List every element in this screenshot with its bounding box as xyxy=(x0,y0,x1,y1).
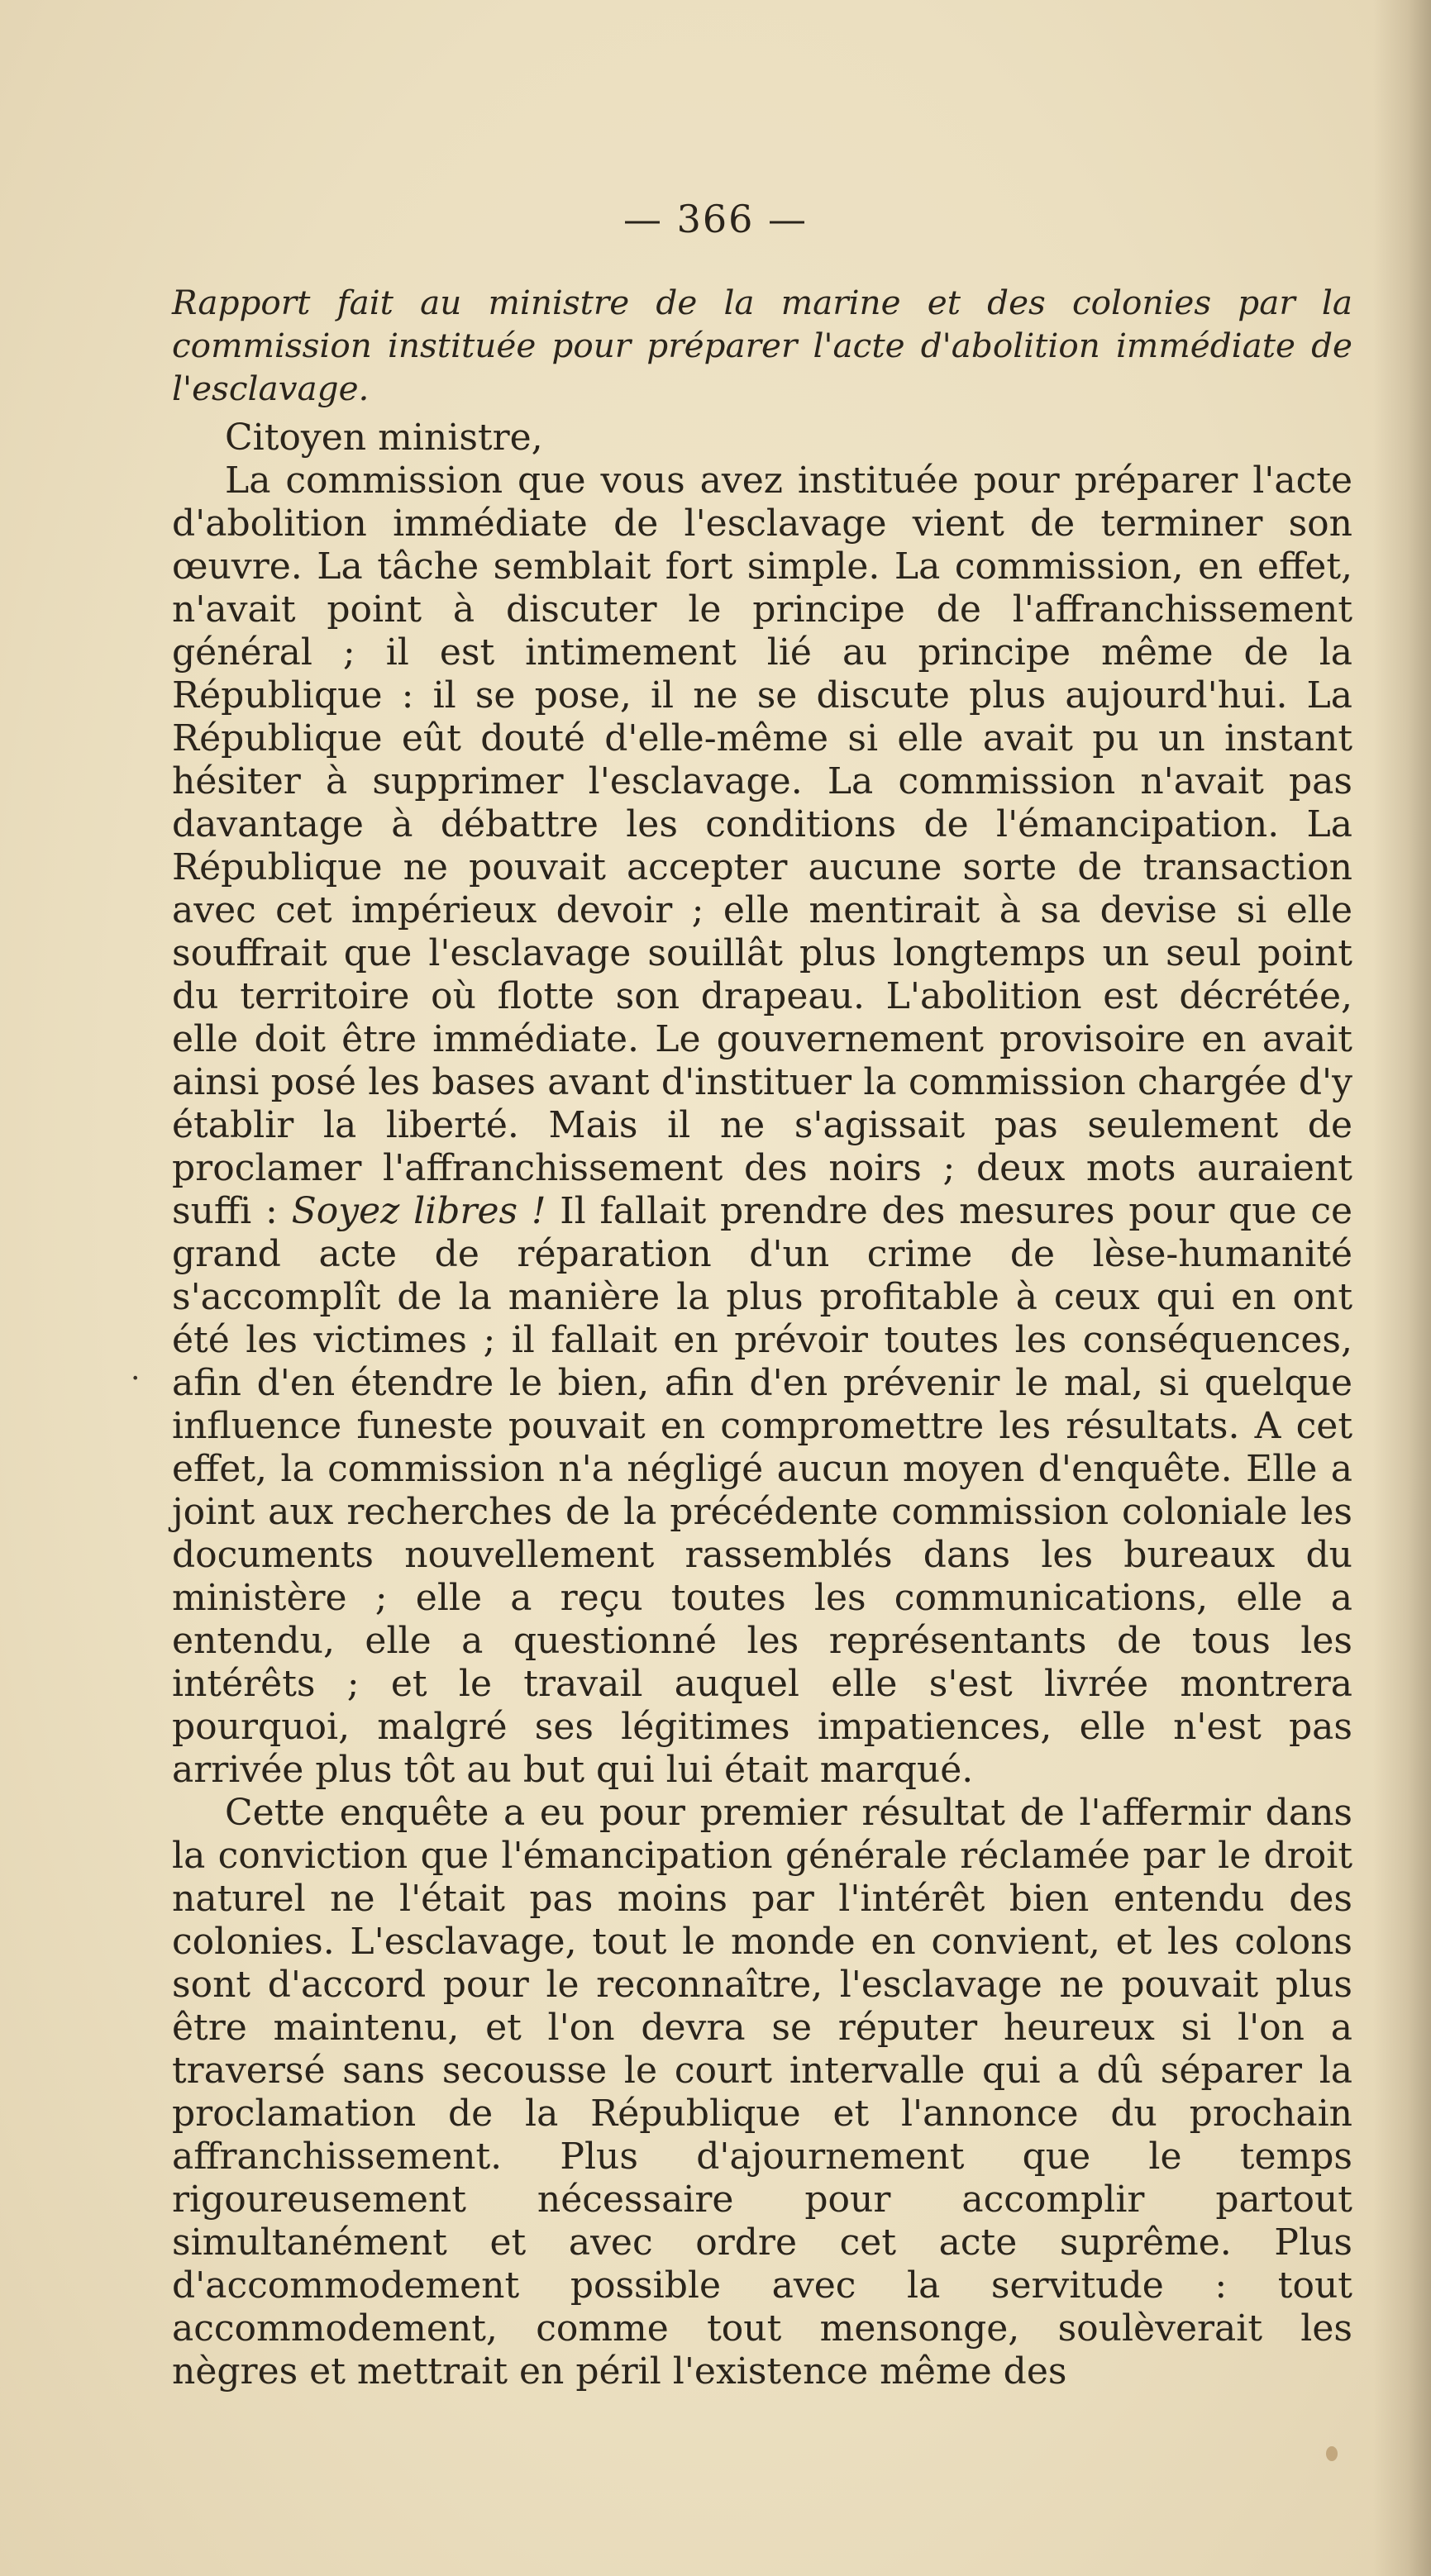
report-title: Rapport fait au ministre de la marine et des colonies par la commission instituée pour préparer l'acte d'abolition immédiate de l'esclavage. xyxy=(172,283,1352,408)
ink-spot xyxy=(1326,2446,1338,2461)
paragraph-1-text-b: Il fallait prendre des mesures pour que ce grand acte de réparation d'un crime de lèse-humanité s'accomplît de la manière la plus profitable à ceux qui en ont été les victimes ; il fallait en prévoir toutes les conséquences, afin d'en étendre le bien, afin d'en prévenir le mal, si quelque influence funeste pouvait en compromettre les résultats. A cet effet, la commission n'a négligé aucun moyen d'enquête. Elle a joint aux recherches de la précédente commission coloniale les documents nouvellement rassemblés dans les bureaux du ministère ; elle a reçu toutes les communications, elle a entendu, elle a questionné les représentants de tous les intérêts ; et le travail auquel elle s'est livrée montrera pourquoi, malgré ses légitimes impatiences, elle n'est pas arrivée plus tôt au but qui lui était marqué. xyxy=(172,1190,1352,1791)
paragraph-1 xyxy=(172,459,1352,1792)
paragraph-2-text-a: Cette enquête a eu pour premier résultat de l'affermir dans la conviction que l'émancipation générale réclamée par le droit naturel ne l'était pas moins par l'intérêt bien entendu des colonies. L'esclavage, tout le monde en convient, et les colons sont d'accord pour le reconnaître, l'esclavage ne pouvait plus être maintenu, et l'on devra se réputer heureux si l'on a traversé sans secousse le court intervalle qui a dû séparer la proclamation de la République et l'annonce du prochain affranchissement. Plus d'ajournement que le temps rigoureusement nécessaire pour accomplir partout simultanément et avec ordre cet acte suprême. Plus d'accommodement possible avec la servitude : tout accommodement, comme tout mensonge, soulèverait les nègres et mettrait en péril l'existence même des xyxy=(172,1792,1352,2393)
paragraph-2 xyxy=(172,1792,1352,2393)
page-number: — 366 — xyxy=(622,197,809,241)
paragraph-1-text-a: La commission que vous avez instituée pour préparer l'acte d'abolition immédiate de l'esclavage vient de terminer son œuvre. La tâche semblait fort simple. La commission, en effet, n'avait point à discuter le principe de l'affranchissement général ; il est intimement lié au principe même de la République : il se pose, il ne se discute plus aujourd'hui. La République eût douté d'elle-même si elle avait pu un instant hésiter à supprimer l'esclavage. La commission n'avait pas davantage à débattre les conditions de l'émancipation. La République ne pouvait accepter aucune sorte de transaction avec cet impérieux devoir ; elle mentirait à sa devise si elle souffrait que l'esclavage souillât plus longtemps un seul point du territoire où flotte son drapeau. L'abolition est décrétée, elle doit être immédiate. Le gouvernement provisoire en avait ainsi posé les bases avant d'instituer la commission chargée d'y établir la liberté. Mais il ne s'agissait pas seulement de proclamer l'affranchissement des noirs ; deux mots auraient suffi : xyxy=(172,459,1352,1232)
document-body xyxy=(172,281,1352,2393)
paragraph-1-emphasis: Soyez libres ! xyxy=(291,1190,546,1232)
spine-shadow xyxy=(1373,0,1431,2576)
margin-mark: · xyxy=(131,1362,141,1396)
salutation: Citoyen ministre, xyxy=(225,417,543,459)
